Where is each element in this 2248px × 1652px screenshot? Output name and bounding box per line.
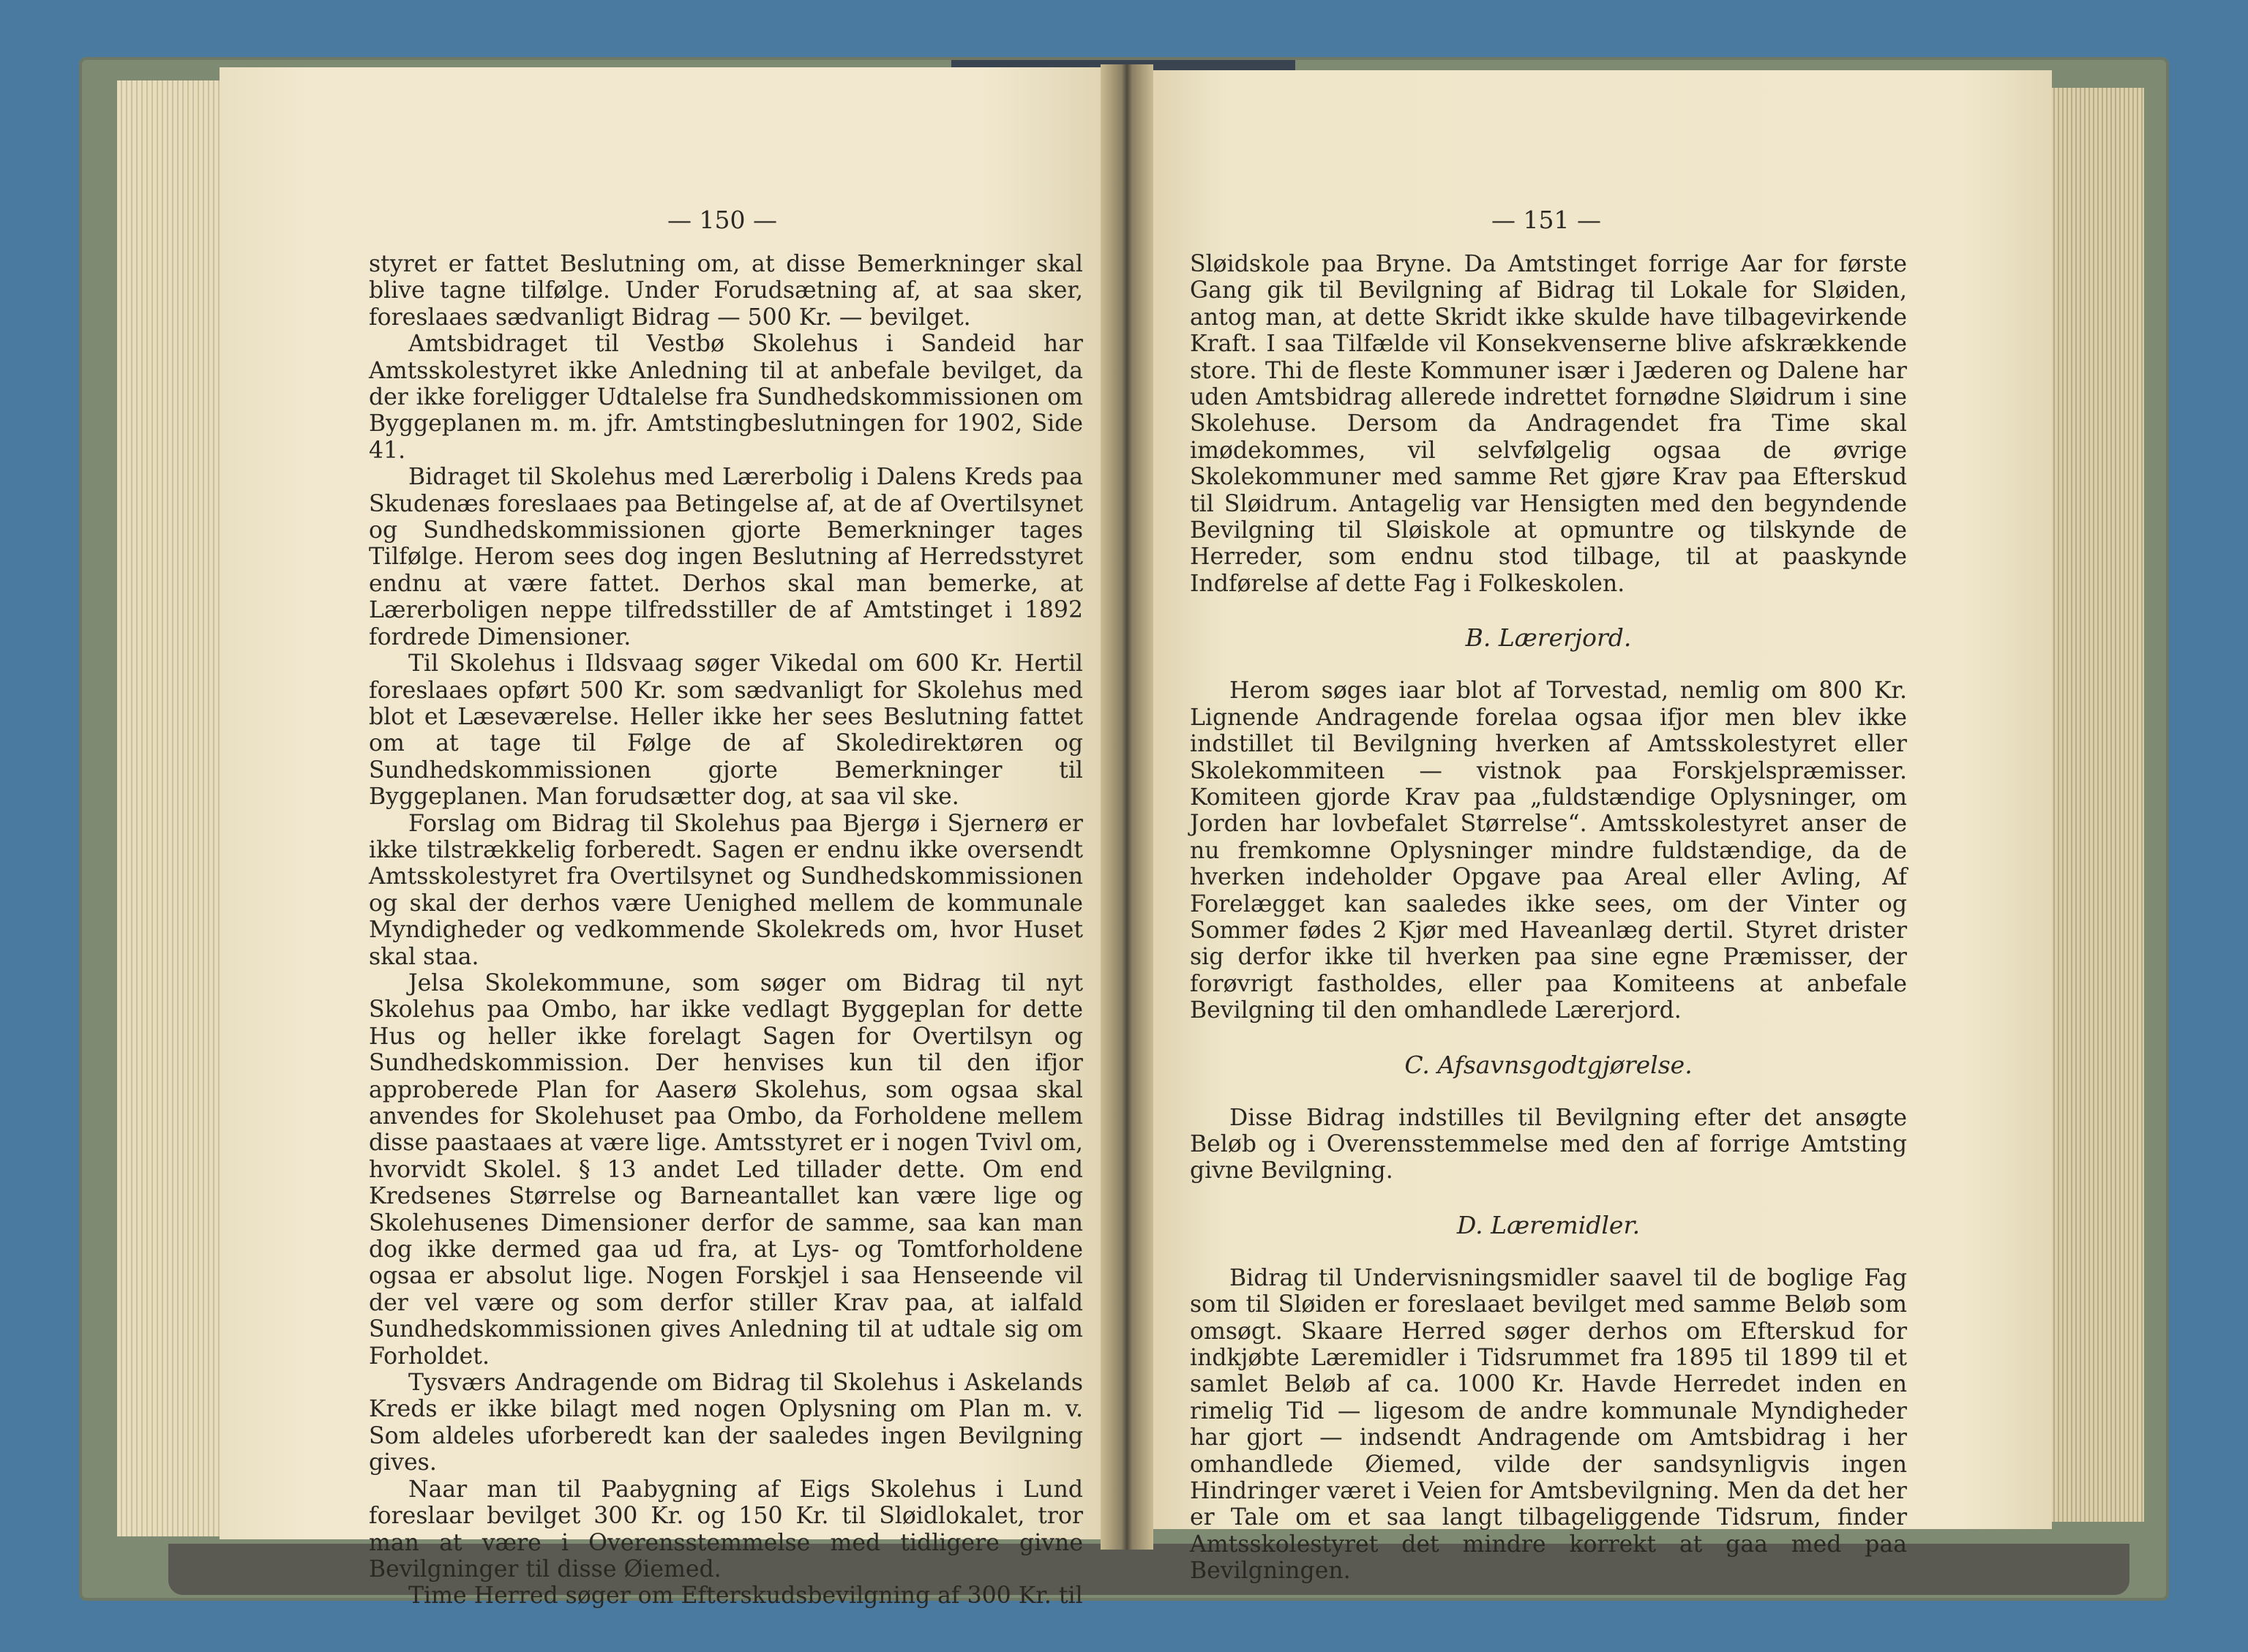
left-page-text: [369, 251, 1083, 1610]
left-paragraph: Jelsa Skolekommune, som søger om Bidrag til nyt Skolehus paa Ombo, har ikke vedlagt Byggeplan for dette Hus og heller ikke forelagt Sagen for Overtilsyn og Sundhedskommission. Der henvises kun til den ifjor approberede Plan for Aaserø Skolehus, som ogsaa skal anvendes for Skolehuset paa Ombo, da Forholdene mellem disse paastaaes at være lige. Amtsstyret er i nogen Tvivl om, hvorvidt Skolel. § 13 andet Led tillader dette. Om end Kredsenes Størrelse og Barneantallet kan være lige og Skolehusenes Dimensioner derfor de samme, saa kan man dog ikke dermed gaa ud fra, at Lys- og Tomtforholdene ogsaa er absolut lige. Nogen Forskjel i saa Henseende vil der vel være og som derfor stiller Krav paa, at ialfald Sundhedskommissionen gives Anledning til at udtale sig om Forholdet.: [369, 969, 1083, 1370]
left-paragraph: Naar man til Paabygning af Eigs Skolehus i Lund foreslaar bevilget 300 Kr. og 150 Kr. til Sløidlokalet, tror man at være i Overensstemmelse med tidligere givne Bevilgninger til disse Øiemed.: [369, 1476, 1083, 1582]
right-page-number: — 151 —: [1491, 206, 1601, 234]
left-paragraph: Tysværs Andragende om Bidrag til Skolehus i Askelands Kreds er ikke bilagt med nogen Oplysning om Plan m. v. Som aldeles uforberedt kan der saaledes ingen Bevilgning gives.: [369, 1370, 1083, 1476]
left-paragraph: styret er fattet Beslutning om, at disse Bemerkninger skal blive tagne tilfølge. Under Forudsætning af, at saa sker, foreslaaes sædvanligt Bidrag — 500 Kr. — bevilget.: [369, 251, 1083, 331]
left-paragraph: Til Skolehus i Ildsvaag søger Vikedal om 600 Kr. Hertil foreslaaes opført 500 Kr. som sædvanligt for Skolehus med blot et Læseværelse. Heller ikke her sees Beslutning fattet om at tage til Følge de af Skoledirektøren og Sundhedskommissionen gjorte Bemerkninger til Byggeplanen. Man forudsætter dog, at saa vil ske.: [369, 650, 1083, 811]
left-paragraph: Time Herred søger om Efterskudsbevilgning af 300 Kr. til: [408, 1582, 1083, 1610]
left-page-number: — 150 —: [667, 206, 777, 234]
left-page-edges: [117, 80, 234, 1536]
section-heading-b: B. Lærerjord.: [1465, 623, 1632, 653]
right-page-text: [1190, 251, 1907, 1585]
left-paragraph: Forslag om Bidrag til Skolehus paa Bjergø i Sjernerø er ikke tilstrækkelig forberedt. Sagen er endnu ikke oversendt Amtsskolestyret fra Overtilsynet og Sundhedskommissionen og skal der derhos være Uenighed mellem de kommunale Myndigheder og vedkommende Skolekreds om, hvor Huset skal staa.: [369, 810, 1083, 970]
left-paragraph: Bidraget til Skolehus med Lærerbolig i Dalens Kreds paa Skudenæs foreslaaes paa Betingelse af, at de af Overtilsynet og Sundhedskommissionen gjorte Bemerkninger tages Tilfølge. Herom sees dog ingen Beslutning af Herredsstyret endnu at være fattet. Derhos skal man bemerke, at Lærerboligen neppe tilfredsstiller de af Amtstinget i 1892 fordrede Dimensioner.: [369, 464, 1083, 650]
right-paragraph: Bidrag til Undervisningsmidler saavel til de boglige Fag som til Sløiden er foreslaaet bevilget med samme Beløb som omsøgt. Skaare Herred søger derhos om Efterskud for indkjøbte Læremidler i Tidsrummet fra 1895 til 1899 til et samlet Beløb af ca. 1000 Kr. Havde Herredet inden en rimelig Tid — ligesom de andre kommunale Myndigheder har gjort — indsendt Andragende om Amtsbidrag i her omhandlede Øiemed, vilde der sandsynligvis ingen Hindringer været i Veien for Amtsbevilgning. Men da det her er Tale om et saa langt tilbageliggende Tidsrum, finder Amtsskolestyret det mindre korrekt at gaa med paa Bevilgningen.: [1190, 1264, 1907, 1585]
book-gutter: [1101, 64, 1153, 1550]
right-page-edges: [2042, 88, 2144, 1522]
section-heading-c: C. Afsavnsgodtgjørelse.: [1404, 1050, 1693, 1079]
right-paragraph: Disse Bidrag indstilles til Bevilgning efter det ansøgte Beløb og i Overensstemmelse med den af forrige Amtsting givne Bevilgning.: [1190, 1104, 1907, 1184]
left-paragraph: Amtsbidraget til Vestbø Skolehus i Sandeid har Amtsskolestyret ikke Anledning til at anbefale bevilget, da der ikke foreligger Udtalelse fra Sundhedskommissionen om Byggeplanen m. m. jfr. Amtstingbeslutningen for 1902, Side 41.: [369, 331, 1083, 464]
right-paragraph: Sløidskole paa Bryne. Da Amtstinget forrige Aar for første Gang gik til Bevilgning af Bidrag til Lokale for Sløiden, antog man, at dette Skridt ikke skulde have tilbagevirkende Kraft. I saa Tilfælde vil Konsekvenserne blive afskrækkende store. Thi de fleste Kommuner især i Jæderen og Dalene har uden Amtsbidrag allerede indrettet fornødne Sløidrum i sine Skolehuse. Dersom da Andragendet fra Time skal imødekommes, vil selvfølgelig ogsaa de øvrige Skolekommuner med samme Ret gjøre Krav paa Efterskud til Sløidrum. Antagelig var Hensigten med den begyndende Bevilgning til Sløiskole at opmuntre og tilskynde de Herreder, som endnu stod tilbage, til at paaskynde Indførelse af dette Fag i Folkeskolen.: [1190, 251, 1907, 597]
section-heading-d: D. Læremidler.: [1456, 1210, 1641, 1239]
right-paragraph: Herom søges iaar blot af Torvestad, nemlig om 800 Kr. Lignende Andragende forelaa ogsaa ifjor men blev ikke indstillet til Bevilgning hverken af Amtsskolestyret eller Skolekommiteen — vistnok paa Forskjelspræmisser. Komiteen gjorde Krav paa „fuldstændige Oplysninger, om Jorden har lovbefalet Størrelse“. Amtsskolestyret anser de nu fremkomne Oplysninger mindre fuldstændige, da de hverken indeholder Opgave paa Areal eller Avling, Af Forelægget kan saaledes ikke sees, om der Vinter og Sommer fødes 2 Kjør med Haveanlæg dertil. Styret drister sig derfor ikke til hverken paa sine egne Præmisser, der forøvrigt fastholdes, eller paa Komiteens at anbefale Bevilgning til den omhandlede Lærerjord.: [1190, 677, 1907, 1024]
